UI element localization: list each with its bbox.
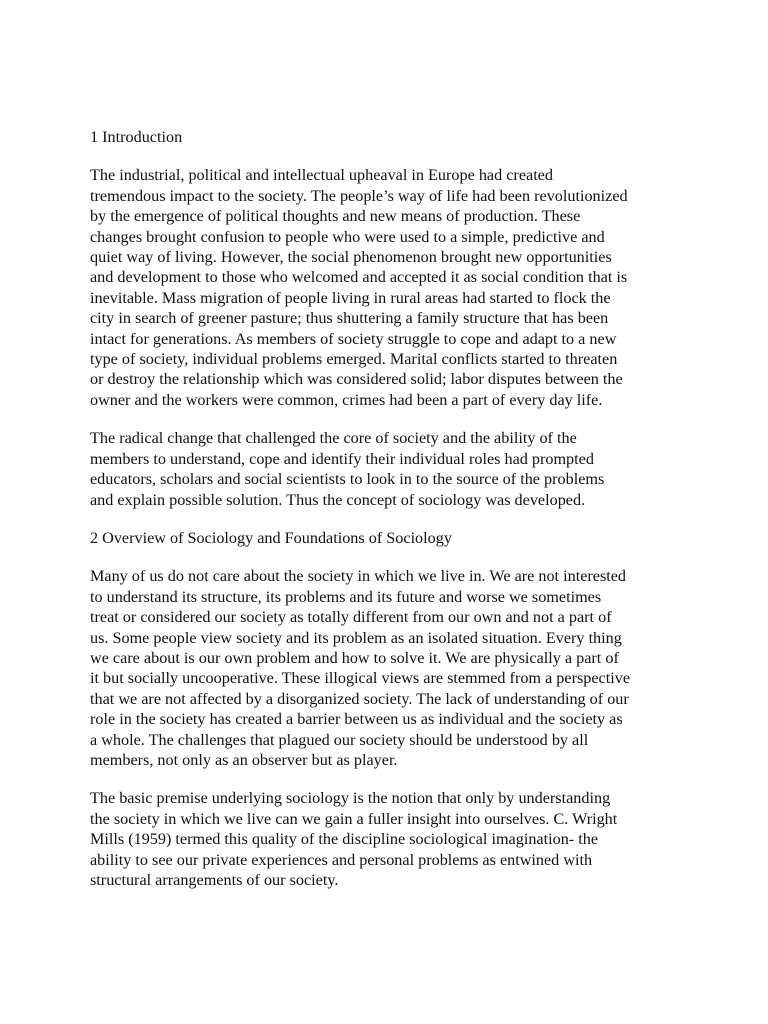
paragraph-line: us. Some people view society and its problem as an isolated situation. Every thing (90, 628, 622, 647)
section-heading-overview: 2 Overview of Sociology and Foundations of Sociology (90, 528, 452, 547)
paragraph-line: that we are not affected by a disorganized society. The lack of understanding of our (90, 689, 629, 708)
paragraph-line: intact for generations. As members of society struggle to cope and adapt to a new (90, 329, 617, 348)
paragraph-line: The radical change that challenged the core of society and the ability of the (90, 429, 577, 448)
paragraph-line: educators, scholars and social scientists to look in to the source of the problems (90, 470, 605, 489)
paragraph-line: treat or considered our society as totally different from our own and not a part of (90, 608, 612, 627)
paragraph-line: city in search of greener pasture; thus shuttering a family structure that has been (90, 309, 609, 328)
paragraph-line: type of society, individual problems emerged. Marital conflicts started to threaten (90, 350, 618, 369)
paragraph-1 (90, 165, 690, 410)
paragraph-line: the society in which we live can we gain a fuller insight into ourselves. C. Wright (90, 809, 618, 828)
paragraph-line: a whole. The challenges that plagued our society should be understood by all (90, 730, 589, 749)
paragraph-3 (90, 566, 690, 770)
paragraph-line: Mills (1959) termed this quality of the discipline sociological imagination- the (90, 830, 599, 849)
paragraph-line: we care about is our own problem and how to solve it. We are physically a part of (90, 648, 619, 667)
paragraph-line: members, not only as an observer but as player. (90, 750, 398, 769)
paragraph-line: The industrial, political and intellectual upheaval in Europe had created (90, 166, 553, 185)
paragraph-line: by the emergence of political thoughts and new means of production. These (90, 207, 581, 226)
paragraph-line: changes brought confusion to people who were used to a simple, predictive and (90, 227, 605, 246)
paragraph-line: it but socially uncooperative. These illogical views are stemmed from a perspective (90, 669, 631, 688)
paragraph-line: and explain possible solution. Thus the concept of sociology was developed. (90, 490, 586, 509)
paragraph-line: to understand its structure, its problems and its future and worse we sometimes (90, 587, 602, 606)
paragraph-4 (90, 788, 690, 890)
paragraph-line: ability to see our private experiences and personal problems as entwined with (90, 850, 593, 869)
paragraph-line: quiet way of living. However, the social phenomenon brought new opportunities (90, 248, 612, 267)
paragraph-2 (90, 428, 690, 510)
section-heading-introduction: 1 Introduction (90, 128, 183, 146)
document-body (90, 127, 690, 908)
paragraph-line: tremendous impact to the society. The people’s way of life had been revolutionized (90, 186, 628, 205)
paragraph-line: structural arrangements of our society. (90, 871, 339, 889)
paragraph-line: owner and the workers were common, crimes had been a part of every day life. (90, 390, 603, 409)
paragraph-line: inevitable. Mass migration of people living in rural areas had started to flock the (90, 288, 611, 307)
paragraph-line: The basic premise underlying sociology is the notion that only by understanding (90, 789, 611, 808)
paragraph-line: Many of us do not care about the society in which we live in. We are not interested (90, 567, 627, 586)
paragraph-line: and development to those who welcomed and accepted it as social condition that is (90, 268, 628, 287)
paragraph-line: or destroy the relationship which was considered solid; labor disputes between the (90, 370, 623, 389)
paragraph-line: members to understand, cope and identify their individual roles had prompted (90, 449, 594, 468)
paragraph-line: role in the society has created a barrier between us as individual and the society as (90, 710, 623, 729)
